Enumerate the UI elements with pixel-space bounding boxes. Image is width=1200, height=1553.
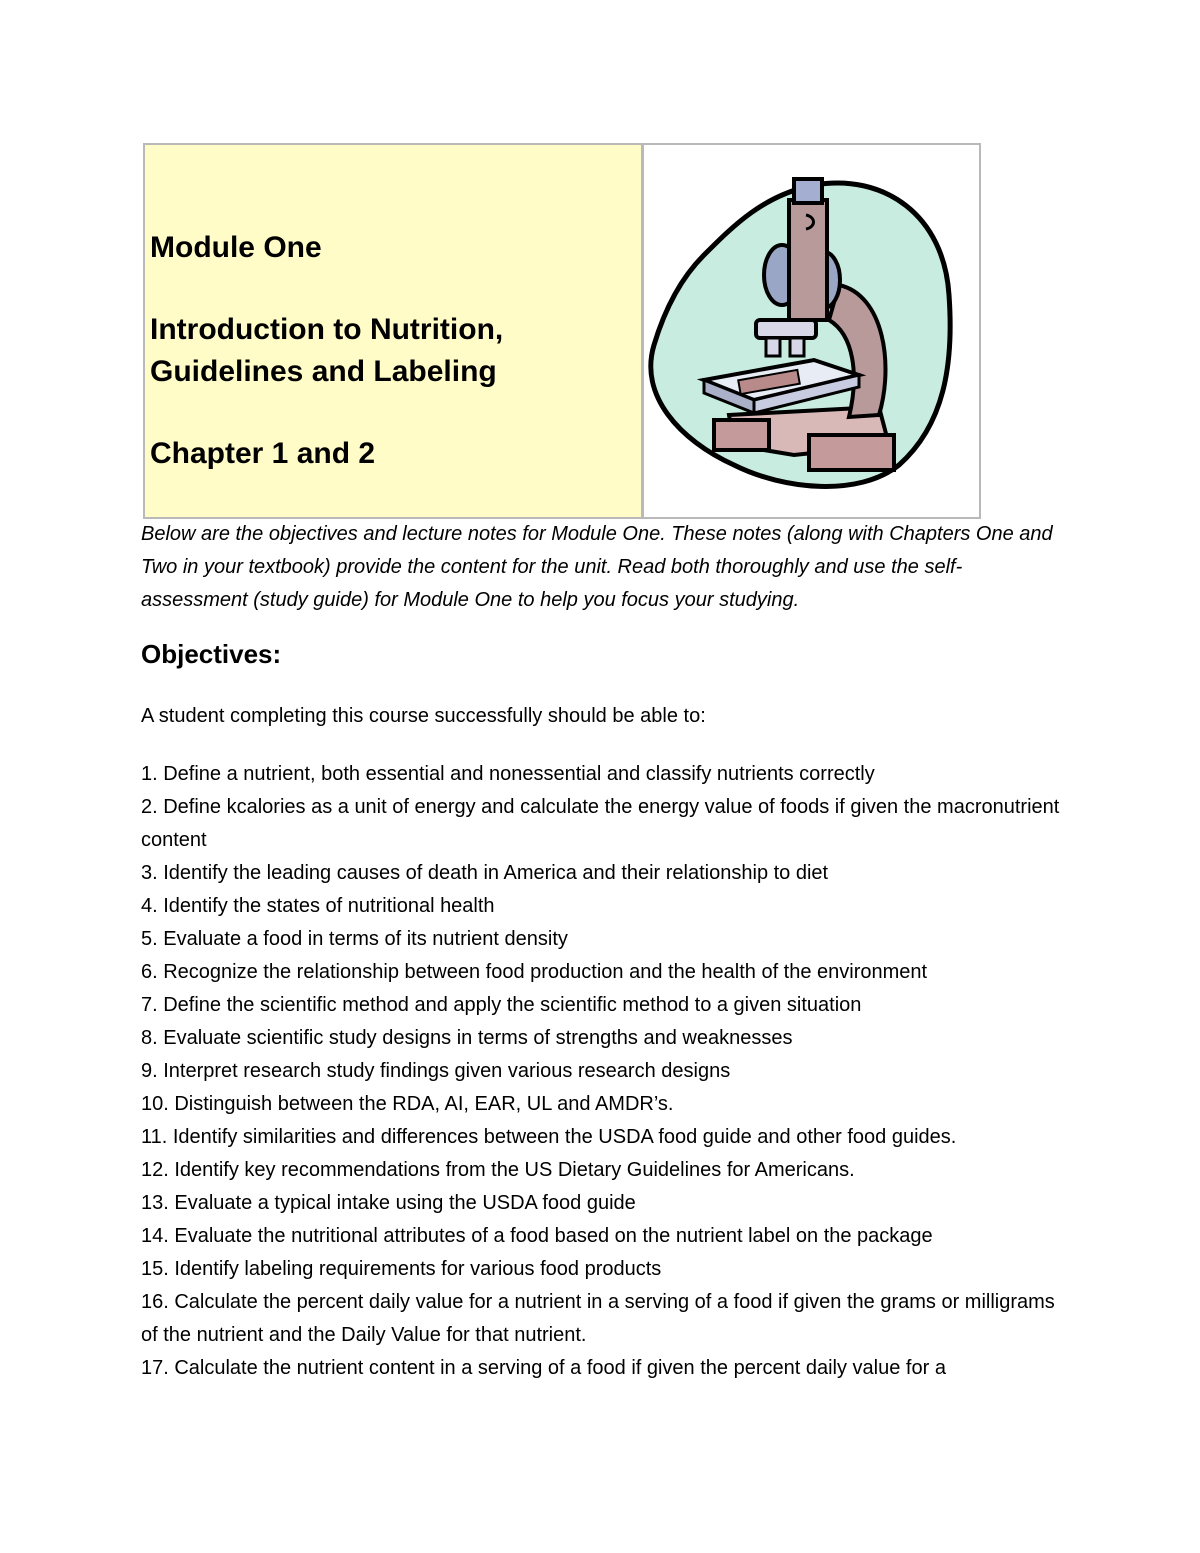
list-item: 2. Define kcalories as a unit of energy and calculate the energy value of foods if given the macronutrient content <box>141 796 1060 851</box>
list-item: 7. Define the scientific method and apply the scientific method to a given situation <box>141 994 862 1016</box>
module-title-line-2: Guidelines and Labeling <box>150 355 497 388</box>
list-item: 8. Evaluate scientific study designs in terms of strengths and weaknesses <box>141 1027 793 1049</box>
list-item: 10. Distinguish between the RDA, AI, EAR, UL and AMDR’s. <box>141 1093 674 1115</box>
list-item: 17. Calculate the nutrient content in a serving of a food if given the percent daily value for a <box>141 1357 946 1379</box>
list-item: 4. Identify the states of nutritional health <box>141 895 495 917</box>
list-item: 13. Evaluate a typical intake using the USDA food guide <box>141 1192 636 1214</box>
list-item: 1. Define a nutrient, both essential and nonessential and classify nutrients correctly <box>141 763 875 785</box>
module-chapters: Chapter 1 and 2 <box>150 437 376 470</box>
module-label: Module One <box>150 231 322 264</box>
list-item: 3. Identify the leading causes of death in America and their relationship to diet <box>141 862 829 884</box>
intro-paragraph: Below are the objectives and lecture notes for Module One. These notes (along with Chapters One and Two in your textbook) provide the content for the unit. Read both thoroughly and use the self-assessment (study guide) for Module One to help you focus your studying. <box>141 523 1053 611</box>
list-item: 9. Interpret research study findings given various research designs <box>141 1060 731 1082</box>
list-item: 11. Identify similarities and differences between the USDA food guide and other food guides. <box>141 1126 957 1148</box>
list-item: 16. Calculate the percent daily value for a nutrient in a serving of a food if given the grams or milligrams of the nutrient and the Daily Value for that nutrient. <box>141 1291 1055 1346</box>
list-item: 14. Evaluate the nutritional attributes of a food based on the nutrient label on the package <box>141 1225 933 1247</box>
objectives-heading: Objectives: <box>141 639 282 669</box>
microscope-icon <box>644 145 977 517</box>
list-item: 12. Identify key recommendations from the US Dietary Guidelines for Americans. <box>141 1159 855 1181</box>
objectives-list <box>141 758 1061 1385</box>
module-title-line-1: Introduction to Nutrition, <box>150 313 504 346</box>
list-item: 15. Identify labeling requirements for various food products <box>141 1258 662 1280</box>
list-item: 5. Evaluate a food in terms of its nutrient density <box>141 928 568 950</box>
module-header-table <box>143 143 981 519</box>
list-item: 6. Recognize the relationship between food production and the health of the environment <box>141 961 928 983</box>
illustration-cell <box>644 145 979 517</box>
module-title-cell <box>145 145 644 517</box>
objectives-lead: A student completing this course successfully should be able to: <box>141 705 706 727</box>
